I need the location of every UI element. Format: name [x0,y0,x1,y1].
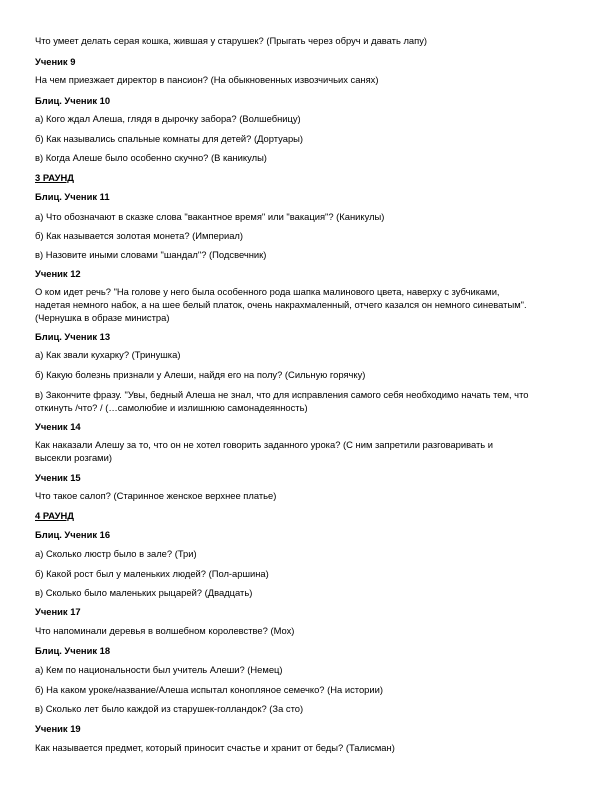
text-line: О ком идет речь? "На голове у него была особенного рода шапка малинового цвета, наверху с зубчиками, [35,286,500,297]
text-line: Что такое салоп? (Старинное женское верхнее платье) [35,490,277,501]
blitz-heading: Блиц. Ученик 18 [35,645,111,656]
blitz-heading: Блиц. Ученик 11 [35,191,110,202]
text-line: надетая немного набок, а на шее белый платок, очень накрахмаленный, отчего казался он немного синеватым". [35,299,527,310]
text-line: б) Как назывались спальные комнаты для детей? (Дортуары) [35,133,304,144]
student-heading: Ученик 19 [35,723,81,734]
text-line: б) На каком уроке/название/Алеша испытал конопляное семечко? (На истории) [35,684,383,695]
text-line: в) Сколько было маленьких рыцарей? (Двадцать) [35,587,253,598]
text-line: в) Сколько лет было каждой из старушек-голландок? (За сто) [35,703,304,714]
text-line: а) Кем по национальности был учитель Алеши? (Немец) [35,664,283,675]
student-heading: Ученик 17 [35,606,81,617]
text-line: а) Сколько люстр было в зале? (Три) [35,548,197,559]
text-line: Что напоминали деревья в волшебном королевстве? (Мох) [35,625,295,636]
text-line: Как называется предмет, который приносит счастье и хранит от беды? (Талисман) [35,742,395,753]
text-line: в) Когда Алеше было особенно скучно? (В каникулы) [35,152,267,163]
blitz-heading: Блиц. Ученик 13 [35,331,111,342]
text-line: а) Кого ждал Алеша, глядя в дырочку забора? (Волшебницу) [35,113,301,124]
student-heading: Ученик 9 [35,56,76,67]
text-line: Как наказали Алешу за то, что он не хотел говорить заданного урока? (С ним запретили разговаривать и [35,439,494,450]
round-heading: 4 РАУНД [35,510,74,521]
student-heading: Ученик 14 [35,421,81,432]
round-heading: 3 РАУНД [35,172,74,183]
student-heading: Ученик 12 [35,268,81,279]
text-line: высекли розгами) [35,452,112,463]
text-line: (Чернушка в образе министра) [35,312,170,323]
text-line: а) Как звали кухарку? (Тринушка) [35,349,181,360]
text-line: б) Какую болезнь признали у Алеши, найдя его на полу? (Сильную горячку) [35,369,366,380]
text-line: а) Что обозначают в сказке слова "вакантное время" или "вакация"? (Каникулы) [35,211,385,222]
text-line: откинуть /что? / (…самолюбие и излишнюю самонадеянность) [35,402,308,413]
text-line: в) Закончите фразу. "Увы, бедный Алеша не знал, что для исправления самого себя необходимо начать тем, что [35,389,529,400]
text-line: б) Какой рост был у маленьких людей? (Пол-аршина) [35,568,269,579]
student-heading: Ученик 15 [35,472,81,483]
text-line: б) Как называется золотая монета? (Империал) [35,230,244,241]
blitz-heading: Блиц. Ученик 16 [35,529,111,540]
blitz-heading: Блиц. Ученик 10 [35,95,111,106]
text-line: Что умеет делать серая кошка, жившая у старушек? (Прыгать через обруч и давать лапу) [35,35,428,46]
text-line: в) Назовите иными словами "шандал"? (Подсвечник) [35,249,267,260]
text-line: На чем приезжает директор в пансион? (На обыкновенных извозчичьих санях) [35,74,379,85]
